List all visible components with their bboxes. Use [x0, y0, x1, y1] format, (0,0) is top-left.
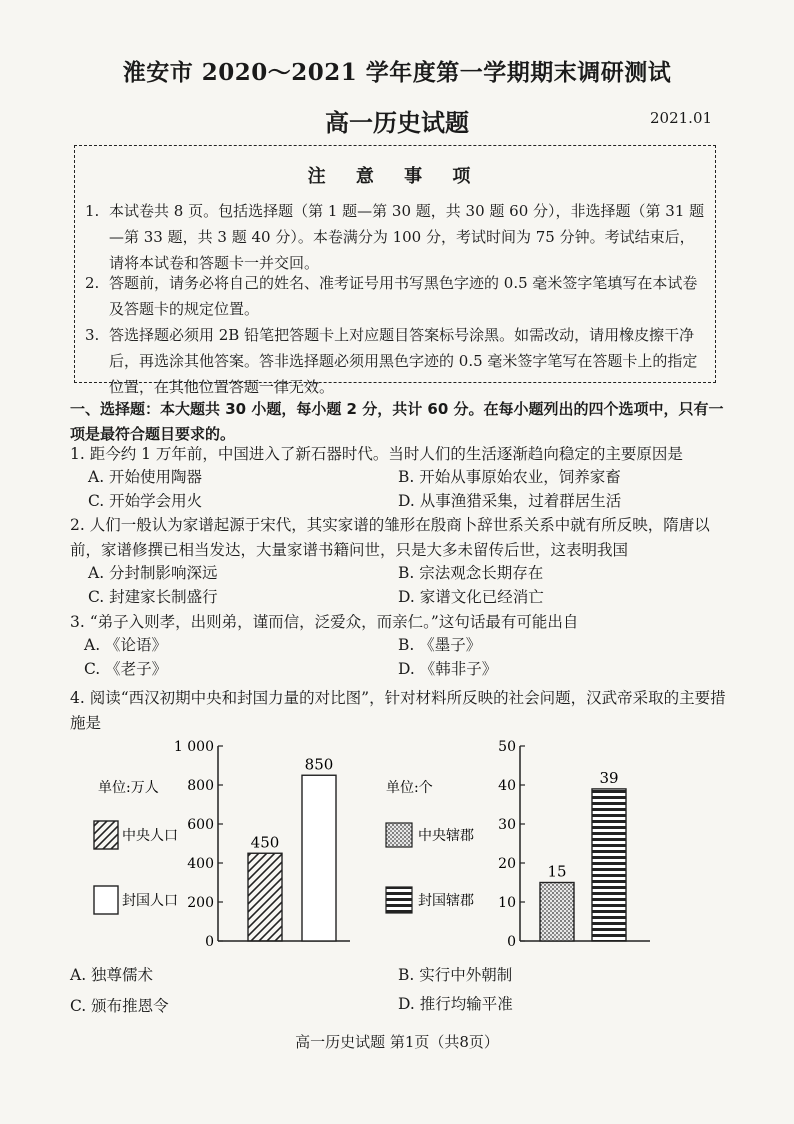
y-tick-label: 40 — [498, 778, 516, 794]
legend-swatch-fief — [94, 886, 118, 914]
section-heading: 一、选择题：本大题共 30 小题，每小题 2 分，共计 60 分。在每小题列出的四个选项中，只有一项是最符合题目要求的。 — [70, 400, 724, 443]
y-tick-label: 0 — [507, 934, 516, 950]
question-stem: 1. 距今约 1 万年前，中国进入了新石器时代。当时人们的生活逐渐趋向稳定的主要原因是 — [70, 445, 683, 463]
counties-chart — [380, 736, 660, 950]
option-b[interactable]: B. 开始从事原始农业，饲养家畜 — [398, 468, 621, 486]
option-b[interactable]: B. 《墨子》 — [398, 636, 482, 654]
y-tick-label: 400 — [187, 856, 214, 872]
page-footer: 高一历史试题 第1页（共8页） — [295, 1033, 499, 1051]
question-stem: 2. 人们一般认为家谱起源于宋代，其实家谱的雏形在殷商卜辞世系关系中就有所反映，隋唐以前，家谱修撰已相当发达，大量家谱书籍问世，只是大多未留传后世，这表明我国 — [70, 516, 710, 559]
question-stem: 4. 阅读“西汉初期中央和封国力量的对比图”，针对材料所反映的社会问题，汉武帝采取的主要措施是 — [70, 689, 726, 732]
legend-label-central: 中央辖郡 — [418, 828, 474, 844]
data-label: 850 — [304, 755, 334, 774]
option-c[interactable]: C. 开始学会用火 — [88, 492, 203, 510]
legend-label-fief: 封国人口 — [122, 893, 178, 909]
notice-item — [85, 322, 705, 400]
y-tick-label: 10 — [498, 895, 516, 911]
y-tick-label: 50 — [498, 739, 516, 755]
legend-label-central: 中央人口 — [122, 828, 178, 844]
bar-fief — [302, 775, 336, 941]
data-label: 450 — [250, 833, 280, 852]
option-b[interactable]: B. 宗法观念长期存在 — [398, 564, 544, 582]
option-d[interactable]: D. 《韩非子》 — [398, 660, 498, 678]
y-tick-label: 20 — [498, 856, 516, 872]
notice-item-number: 2. — [85, 274, 100, 292]
option-c[interactable]: C. 颁布推恩令 — [70, 997, 169, 1015]
notice-item — [85, 198, 705, 276]
exam-date: 2021.01 — [650, 109, 713, 127]
bar-fief — [592, 789, 626, 941]
y-tick-label: 0 — [205, 934, 214, 950]
legend-swatch-fief — [386, 887, 412, 913]
option-d[interactable]: D. 家谱文化已经消亡 — [398, 588, 544, 606]
y-tick-label: 1 000 — [173, 739, 214, 755]
notice-box — [74, 145, 716, 396]
bar-central — [540, 883, 574, 942]
bar-central — [248, 853, 282, 941]
legend-label-fief: 封国辖郡 — [418, 893, 474, 909]
data-label: 15 — [547, 862, 567, 881]
notice-item-text: 本试卷共 8 页。包括选择题（第 1 题—第 30 题，共 30 题 60 分），非选择题（第 31 题—第 33 题，共 3 题 40 分）。本卷满分为 100 分，考试时间为 75 分钟。考试结束后，请将本试卷和答题卡一并交回。 — [109, 202, 705, 272]
data-label: 39 — [599, 768, 619, 787]
option-c[interactable]: C. 《老子》 — [84, 660, 168, 678]
exam-title: 淮安市 2020～2021 学年度第一学期期末调研测试 — [122, 59, 672, 86]
option-b[interactable]: B. 实行中外朝制 — [398, 966, 513, 984]
notice-item-number: 3. — [85, 326, 100, 344]
option-c[interactable]: C. 封建家长制盛行 — [88, 588, 218, 606]
y-tick-label: 30 — [498, 817, 516, 833]
option-a[interactable]: A. 独尊儒术 — [70, 966, 154, 984]
exam-subtitle: 高一历史试题 — [325, 108, 469, 137]
option-a[interactable]: A. 《论语》 — [84, 636, 168, 654]
question-stem: 3. “弟子入则孝，出则弟，谨而信，泛爱众，而亲仁。”这句话最有可能出自 — [70, 613, 579, 631]
y-tick-label: 200 — [187, 895, 214, 911]
unit-label: 单位:个 — [386, 780, 433, 796]
option-a[interactable]: A. 开始使用陶器 — [88, 468, 203, 486]
notice-item — [85, 270, 705, 322]
option-d[interactable]: D. 推行均输平准 — [398, 995, 513, 1013]
legend-swatch-central — [386, 823, 412, 847]
population-chart — [80, 736, 380, 950]
notice-item-text: 答选择题必须用 2B 铅笔把答题卡上对应题目答案标号涂黑。如需改动，请用橡皮擦干净后，再选涂其他答案。答非选择题必须用黑色字迹的 0.5 毫米签字笔写在答题卡上的指定位置，在其他位置答题一律无效。 — [109, 326, 698, 396]
y-tick-label: 600 — [187, 817, 214, 833]
notice-item-text: 答题前，请务必将自己的姓名、准考证号用书写黑色字迹的 0.5 毫米签字笔填写在本试卷及答题卡的规定位置。 — [109, 274, 698, 318]
notice-item-number: 1. — [85, 202, 100, 220]
option-d[interactable]: D. 从事渔猎采集，过着群居生活 — [398, 492, 622, 510]
legend-swatch-central — [94, 821, 118, 849]
y-tick-label: 800 — [187, 778, 214, 794]
unit-label: 单位:万人 — [98, 780, 159, 796]
option-a[interactable]: A. 分封制影响深远 — [88, 564, 218, 582]
notice-title: 注 意 事 项 — [307, 166, 483, 187]
